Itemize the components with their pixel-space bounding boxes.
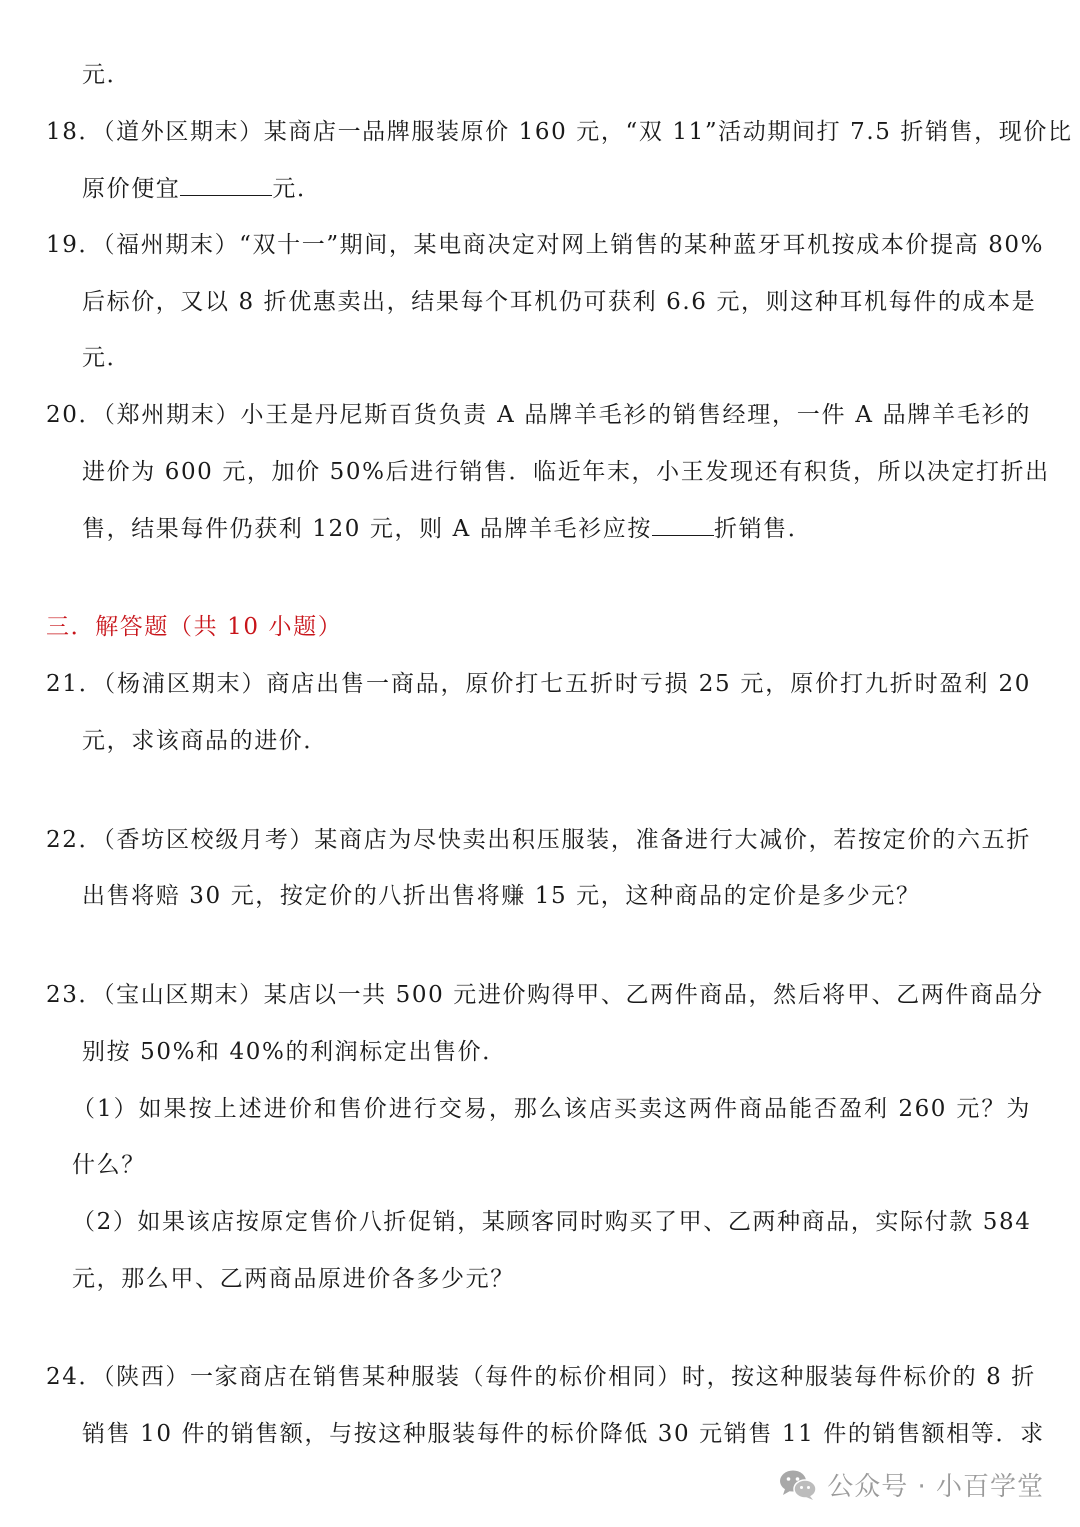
q19-line-1: 19．（福州期末）“双十一”期间，某电商决定对网上销售的某种蓝牙耳机按成本价提高 80% — [46, 232, 1045, 258]
q24-line-1: 24．（陕西）一家商店在销售某种服装（每件的标价相同）时，按这种服装每件标价的 8 折 — [46, 1364, 1036, 1390]
q20-line-3 — [82, 513, 812, 544]
q20-text-after-blank: 折销售． — [713, 516, 813, 542]
q23-part2-line-2: 元，那么甲、乙两商品原进价各多少元？ — [72, 1266, 515, 1292]
q19-line-3: 元． — [82, 345, 132, 371]
watermark-text: 公众号 · 小百学堂 — [827, 1472, 1044, 1502]
q18-text-after-blank: 元． — [272, 176, 322, 202]
q23-part1-line-2: 什么？ — [72, 1152, 146, 1178]
q23-line-1: 23．（宝山区期末）某店以一共 500 元进价购得甲、乙两件商品，然后将甲、乙两件商品分 — [46, 982, 1044, 1008]
q20-text-before-blank: 售，结果每件仍获利 120 元，则 A 品牌羊毛衫应按 — [82, 516, 652, 542]
watermark — [779, 1466, 1044, 1503]
q24-line-2: 销售 10 件的销售额，与按这种服装每件的标价降低 30 元销售 11 件的销售额相等．求 — [82, 1421, 1045, 1447]
q22-line-2: 出售将赔 30 元，按定价的八折出售将赚 15 元，这种商品的定价是多少元？ — [82, 883, 921, 909]
wechat-icon — [779, 1469, 817, 1501]
q23-part1-line-1: （1）如果按上述进价和售价进行交易，那么该店买卖这两件商品能否盈利 260 元？为 — [72, 1096, 1031, 1122]
answer-blank[interactable] — [180, 173, 272, 196]
q22-line-1: 22．（香坊区校级月考）某商店为尽快卖出积压服装，准备进行大减价，若按定价的六五折 — [46, 827, 1031, 853]
q18-line-1: 18．（道外区期末）某商店一品牌服装原价 160 元，“双 11”活动期间打 7.5 折销售，现价比 — [46, 119, 1073, 145]
q18-text-before-blank: 原价便宜 — [82, 176, 181, 202]
q21-line-2: 元，求该商品的进价． — [82, 728, 328, 754]
answer-blank[interactable] — [652, 513, 714, 536]
q20-line-1: 20．（郑州期末）小王是丹尼斯百货负责 A 品牌羊毛衫的销售经理，一件 A 品牌羊毛衫的 — [46, 402, 1031, 428]
q17-tail-line: 元． — [82, 62, 132, 88]
q21-line-1: 21．（杨浦区期末）商店出售一商品，原价打七五折时亏损 25 元，原价打九折时盈利 20 — [46, 671, 1031, 697]
q23-part2-line-1: （2）如果该店按原定售价八折促销，某顾客同时购买了甲、乙两种商品，实际付款 584 — [72, 1209, 1032, 1235]
q18-line-2 — [82, 173, 322, 204]
q19-line-2: 后标价，又以 8 折优惠卖出，结果每个耳机仍可获利 6.6 元，则这种耳机每件的成本是 — [82, 289, 1037, 315]
section-title-answers: 三．解答题（共 10 小题） — [46, 614, 343, 640]
q23-line-2: 别按 50%和 40%的利润标定出售价． — [82, 1039, 507, 1065]
q20-line-2: 进价为 600 元，加价 50%后进行销售．临近年末，小王发现还有积货，所以决定打折出 — [82, 459, 1050, 485]
